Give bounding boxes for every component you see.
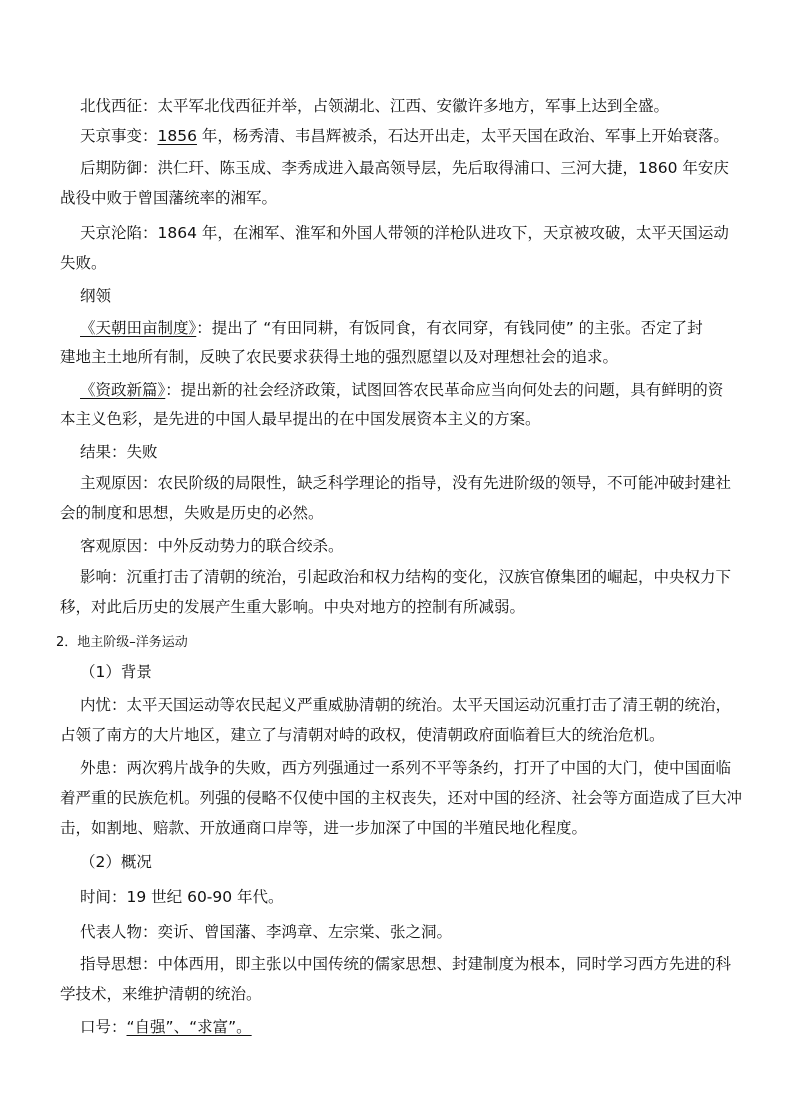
paragraph-land-system-line1	[80, 317, 703, 339]
paragraph-slogan	[80, 1016, 252, 1038]
paragraph-influence-line1: 影响：沉重打击了清朝的统治，引起政治和权力结构的变化，汉族官僚集团的崛起，中央权力下	[80, 568, 732, 586]
paragraph-internal-trouble-line2: 占领了南方的大片地区，建立了与清朝对峙的政权，使清朝政府面临着巨大的统治危机。	[60, 726, 665, 744]
paragraph-tianjing-fall-line1: 天京沦陷：1864 年，在湘军、淮军和外国人带领的洋枪队进攻下，天京被攻破，太平天国运动	[80, 224, 729, 242]
paragraph-subjective-cause-line2: 会的制度和思想，失败是历史的必然。	[60, 504, 324, 522]
land-system-text: ：提出了 “有田同耕，有饭同食，有衣同穿，有钱同使” 的主张。否定了封	[196, 319, 703, 337]
paragraph-tianjing-incident	[80, 125, 729, 147]
paragraph-external-threat-line1: 外患：两次鸦片战争的失败，西方列强通过一系列不平等条约，打开了中国的大门，使中国面临	[80, 759, 732, 777]
paragraph-late-defense-line1: 后期防御：洪仁玕、陈玉成、李秀成进入最高领导层，先后取得浦口、三河大捷，1860 年安庆	[80, 159, 729, 177]
paragraph-land-system-line2: 建地主土地所有制，反映了农民要求获得土地的强烈愿望以及对理想社会的追求。	[60, 348, 619, 366]
paragraph-late-defense-line2: 战役中败于曾国藩统率的湘军。	[60, 189, 278, 207]
paragraph-tianjing-fall-line2: 失败。	[60, 254, 107, 272]
slogan-label: 口号：	[80, 1018, 127, 1036]
paragraph-external-threat-line2: 着严重的民族危机。列强的侵略不仅使中国的主权丧失，还对中国的经济、社会等方面造成了巨大冲	[60, 789, 743, 807]
paragraph-result: 结果：失败	[80, 443, 158, 461]
title-new-policy: 《资政新篇》	[80, 381, 166, 399]
tianjing-incident-text: 年，杨秀清、韦昌辉被杀，石达开出走，太平天国在政治、军事上开始衰落。	[196, 127, 729, 145]
new-policy-text: ：提出新的社会经济政策，试图回答农民革命应当向何处去的问题，具有鲜明的资	[165, 381, 724, 399]
subheading-overview: （2）概况	[80, 853, 152, 871]
paragraph-subjective-cause-line1: 主观原因：农民阶级的局限性，缺乏科学理论的指导，没有先进阶级的领导，不可能冲破封建社	[80, 474, 732, 492]
title-land-system: 《天朝田亩制度》	[80, 319, 197, 337]
subheading-background: （1）背景	[80, 663, 152, 681]
paragraph-time: 时间：19 世纪 60-90 年代。	[80, 888, 284, 906]
tianjing-incident-label: 天京事变：	[80, 127, 158, 145]
paragraph-new-policy-line1	[80, 379, 723, 401]
year-1856: 1856	[157, 127, 197, 145]
paragraph-influence-line2: 移，对此后历史的发展产生重大影响。中央对地方的控制有所减弱。	[60, 598, 526, 616]
heading-program: 纲领	[80, 287, 112, 305]
paragraph-guiding-thought-line2: 学技术，来维护清朝的统治。	[60, 985, 262, 1003]
paragraph-objective-cause: 客观原因：中外反动势力的联合绞杀。	[80, 537, 344, 555]
slogan-text: “自强”、“求富”。	[126, 1018, 252, 1036]
paragraph-guiding-thought-line1: 指导思想：中体西用，即主张以中国传统的儒家思想、封建制度为根本，同时学习西方先进的科	[80, 955, 732, 973]
section-heading-westernization: 2．地主阶级–洋务运动	[56, 635, 188, 650]
paragraph-new-policy-line2: 本主义色彩，是先进的中国人最早提出的在中国发展资本主义的方案。	[60, 410, 541, 428]
paragraph-representatives: 代表人物：奕䜣、曾国藩、李鸿章、左宗棠、张之洞。	[80, 923, 453, 941]
paragraph-external-threat-line3: 击，如割地、赔款、开放通商口岸等，进一步加深了中国的半殖民地化程度。	[60, 819, 588, 837]
paragraph-internal-trouble-line1: 内忧：太平天国运动等农民起义严重威胁清朝的统治。太平天国运动沉重打击了清王朝的统治，	[80, 696, 732, 714]
paragraph-northern-western-expedition: 北伐西征：太平军北伐西征并举，占领湖北、江西、安徽许多地方，军事上达到全盛。	[80, 97, 670, 115]
